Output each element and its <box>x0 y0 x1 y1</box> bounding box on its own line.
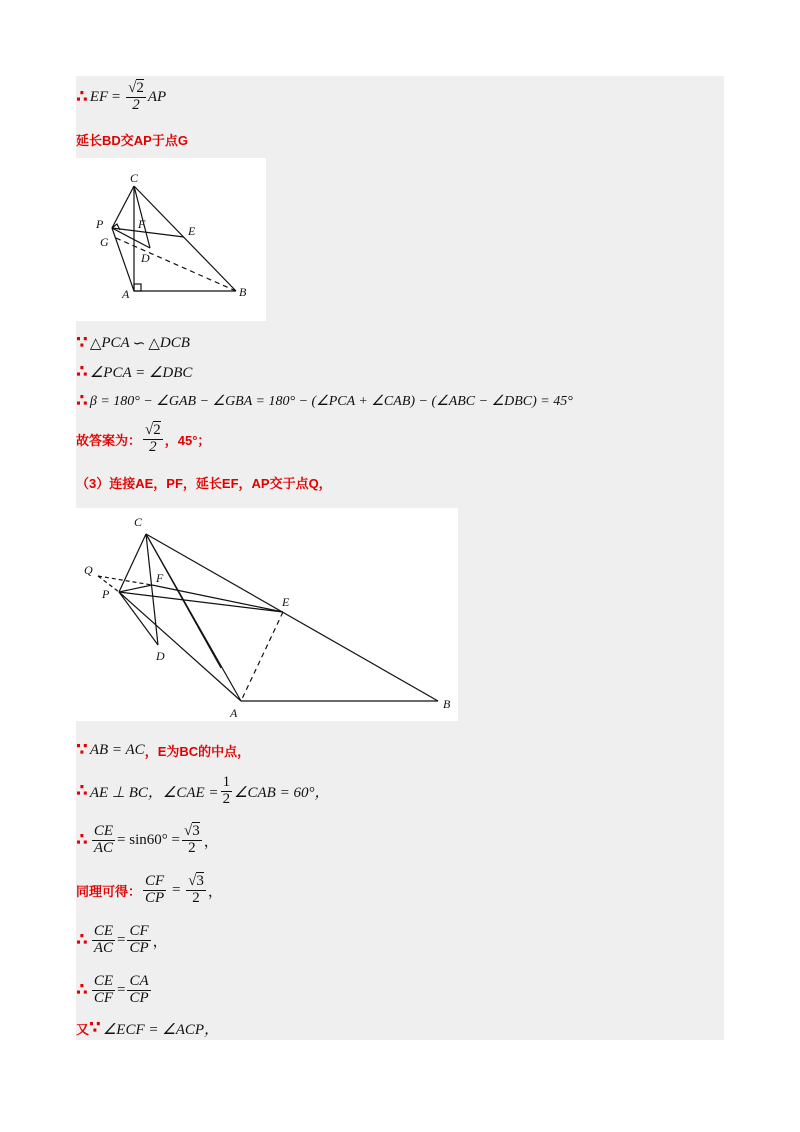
fig1-label-a: A <box>122 287 130 301</box>
figure-2 <box>76 508 458 721</box>
fig2-label-c: C <box>134 515 143 529</box>
therefore-symbol: ∴ <box>76 930 88 950</box>
because-symbol: ∵ <box>76 740 88 760</box>
line-similar: ∵ △ PCA ∽ △ DCB <box>76 333 190 353</box>
figure-1 <box>76 158 266 321</box>
therefore-symbol: ∴ <box>76 362 88 382</box>
fig1-label-p: P <box>96 217 104 231</box>
part3-intro: （3）连接AE，PF，延长EF，AP交于点Q， <box>76 475 332 491</box>
therefore-symbol: ∴ <box>76 980 88 1000</box>
ap-rhs: AP <box>147 88 167 105</box>
line-ratio-equal-2: ∴ $\frac{CE}{CF}$ = $\frac{CA}{CP}$ <box>76 972 149 1006</box>
fig2-label-d: D <box>156 649 165 663</box>
line-ce-ac: ∴ $\frac{CE}{AC}$ = sin60° = $\frac{√3}{2}$ ， <box>76 822 219 856</box>
therefore-symbol: ∴ <box>76 830 88 850</box>
fig1-label-d: D <box>141 251 150 265</box>
fraction-sqrt2-over-2: $\frac{√2}{2}$ <box>128 79 144 113</box>
fig1-label-g: G <box>100 235 109 249</box>
fig2-label-q: Q <box>84 563 93 577</box>
fraction-sqrt3-over-2: $\frac{√3}{2}$ <box>183 822 200 856</box>
line-similarly: 同理可得： $\frac{CF}{CP}$ = $\frac{√3}{2}$ ， <box>76 872 223 906</box>
line-angle-equal: ∴ ∠PCA = ∠DBC <box>76 362 193 382</box>
fraction-sqrt2-over-2: $\frac{√2}{2}$ <box>145 421 161 455</box>
fig1-label-b: B <box>239 285 247 299</box>
because-symbol: ∵ <box>89 1018 101 1038</box>
ef-lhs: EF <box>89 88 109 105</box>
fig2-label-p: P <box>102 587 110 601</box>
fraction-1-over-2: $\frac{1}{2}$ <box>222 773 231 807</box>
because-symbol: ∵ <box>76 333 88 353</box>
line-angle-ecf: 又 ∵ ∠ECF = ∠ACP， <box>76 1018 220 1038</box>
fig2-label-f: F <box>156 571 164 585</box>
extend-bd-note: 延长BD交AP于点G <box>76 132 188 148</box>
fig1-label-c: C <box>130 171 139 185</box>
line-ef-equals: ∴ EF = $\frac{√2}{2}$ AP <box>76 79 167 113</box>
therefore-symbol: ∴ <box>76 391 88 411</box>
therefore-symbol: ∴ <box>76 781 88 801</box>
fig2-label-e: E <box>282 595 290 609</box>
therefore-symbol: ∴ <box>76 87 88 107</box>
fig2-label-a: A <box>230 706 238 720</box>
line-ab-ac: ∵ AB = AC ，E为BC的中点， <box>76 740 251 760</box>
fig1-label-f: F <box>138 217 146 231</box>
fig2-label-b: B <box>443 697 451 711</box>
line-answer: 故答案为： $\frac{√2}{2}$ ，45°； <box>76 421 211 455</box>
line-ratio-equal: ∴ $\frac{CE}{AC}$ = $\frac{CF}{CP}$ ， <box>76 922 168 956</box>
fig1-label-e: E <box>188 224 196 238</box>
line-beta: ∴ β = 180° − ∠GAB − ∠GBA = 180° − (∠PCA + ∠CAB) − (∠ABC − ∠DBC) = 45° <box>76 391 573 411</box>
figure-2-diagram <box>76 508 458 721</box>
line-ae-perp: ∴ AE ⊥ BC，∠CAE = $\frac{1}{2}$ ∠CAB = 60°， <box>76 773 330 807</box>
fraction-sqrt3-over-2: $\frac{√3}{2}$ <box>188 872 204 906</box>
figure-1-diagram <box>76 158 266 321</box>
